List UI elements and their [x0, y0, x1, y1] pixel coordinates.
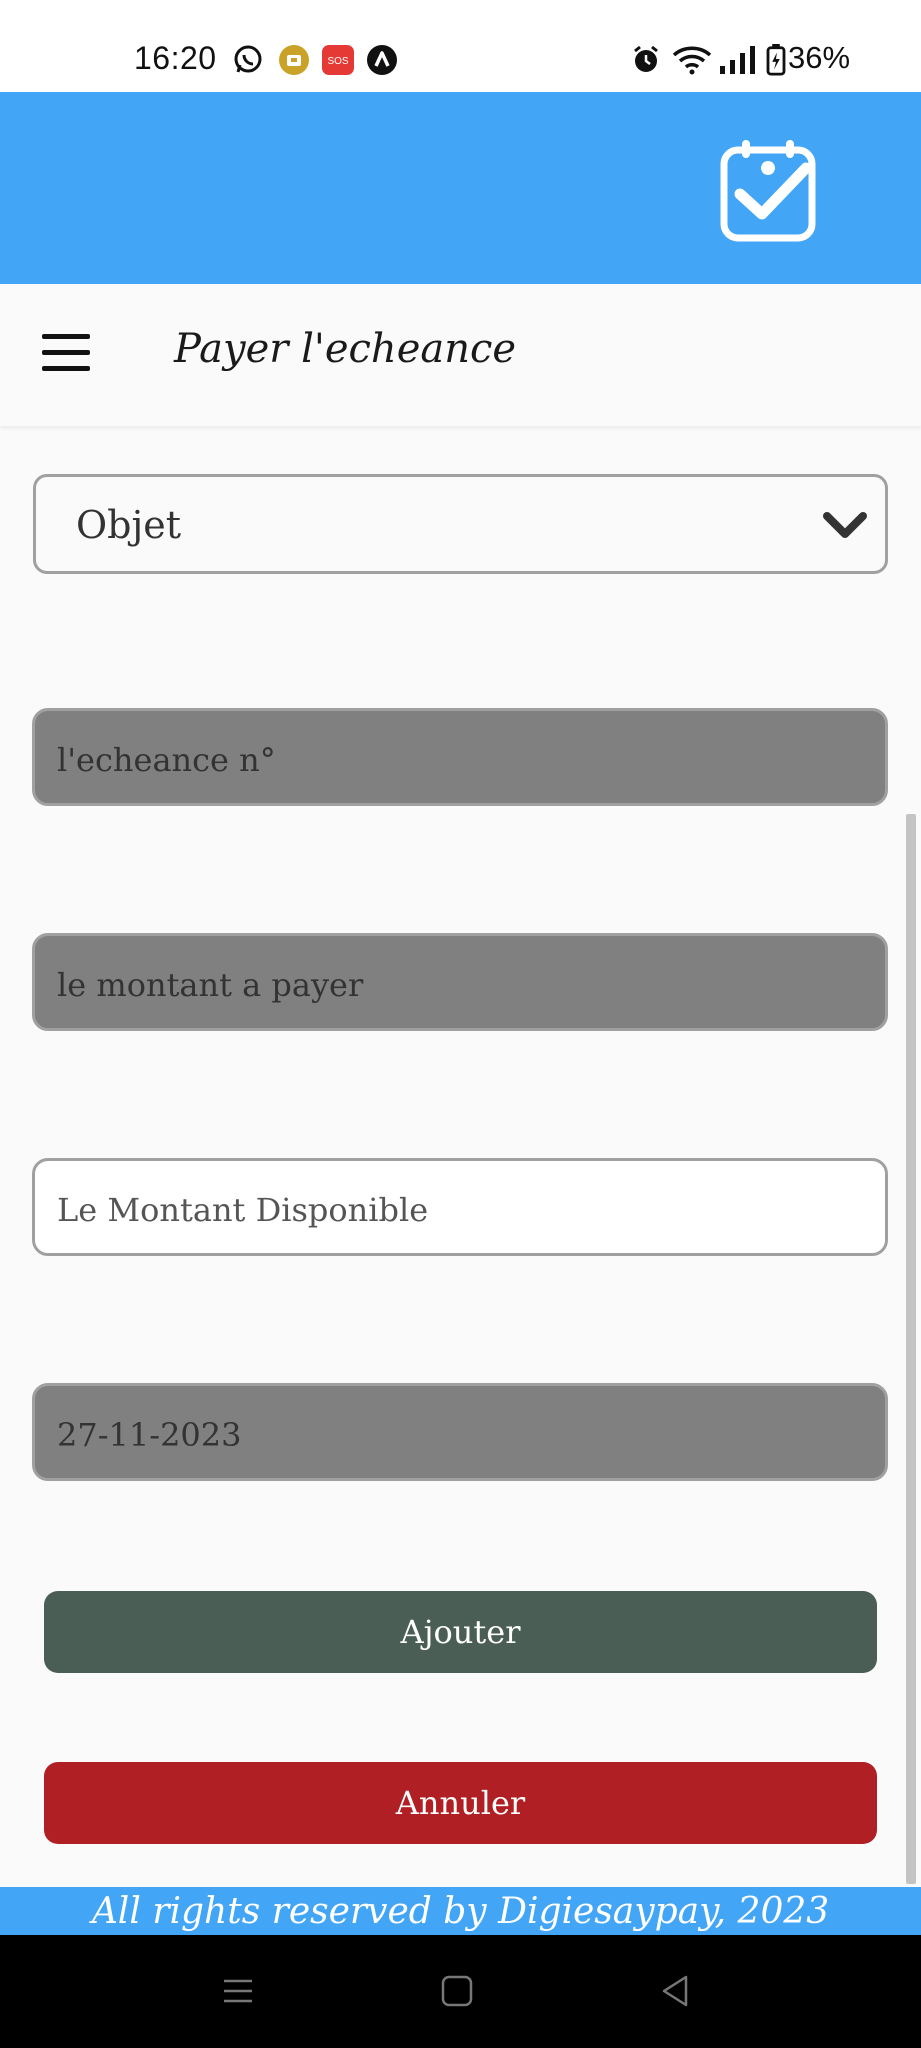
battery-charging-icon — [766, 44, 786, 76]
available-amount-field[interactable] — [32, 1158, 888, 1256]
echeance-number-field[interactable] — [32, 708, 888, 806]
svg-text:SOS: SOS — [327, 56, 349, 67]
page-toolbar — [0, 284, 921, 426]
back-icon[interactable] — [656, 1971, 696, 2011]
battery-percent: 36% — [788, 40, 851, 75]
page-title: Payer l'echeance — [174, 326, 517, 372]
home-icon[interactable] — [437, 1971, 477, 2011]
signal-icon — [718, 44, 758, 76]
add-button[interactable]: Ajouter — [44, 1591, 877, 1673]
date-value: 27-11-2023 — [57, 1416, 242, 1454]
status-bar — [0, 0, 921, 92]
amount-to-pay-field[interactable] — [32, 933, 888, 1031]
whatsapp-icon — [232, 44, 264, 76]
navigation-bar — [0, 1935, 921, 2048]
cancel-button[interactable]: Annuler — [44, 1762, 877, 1844]
app-a-icon — [366, 44, 398, 76]
echeance-number-placeholder: l'echeance n° — [57, 741, 276, 779]
footer-copyright: All rights reserved by Digiesaypay, 2023 — [0, 1887, 921, 1935]
alarm-icon — [630, 44, 662, 76]
scrollbar[interactable] — [906, 814, 916, 1884]
app-header — [0, 92, 921, 284]
chevron-down-icon — [822, 509, 868, 543]
objet-select-value: Objet — [76, 503, 182, 547]
hamburger-menu-icon[interactable] — [42, 334, 92, 374]
available-amount-placeholder: Le Montant Disponible — [57, 1191, 429, 1229]
amount-to-pay-placeholder: le montant a payer — [57, 966, 364, 1004]
calendar-check-icon — [720, 138, 816, 242]
date-field[interactable] — [32, 1383, 888, 1481]
wallet-app-icon — [278, 44, 310, 76]
sos-icon — [322, 44, 354, 76]
wifi-icon — [672, 44, 712, 76]
objet-select[interactable] — [33, 474, 888, 574]
status-time: 16:20 — [134, 40, 217, 76]
recents-icon[interactable] — [218, 1971, 258, 2011]
